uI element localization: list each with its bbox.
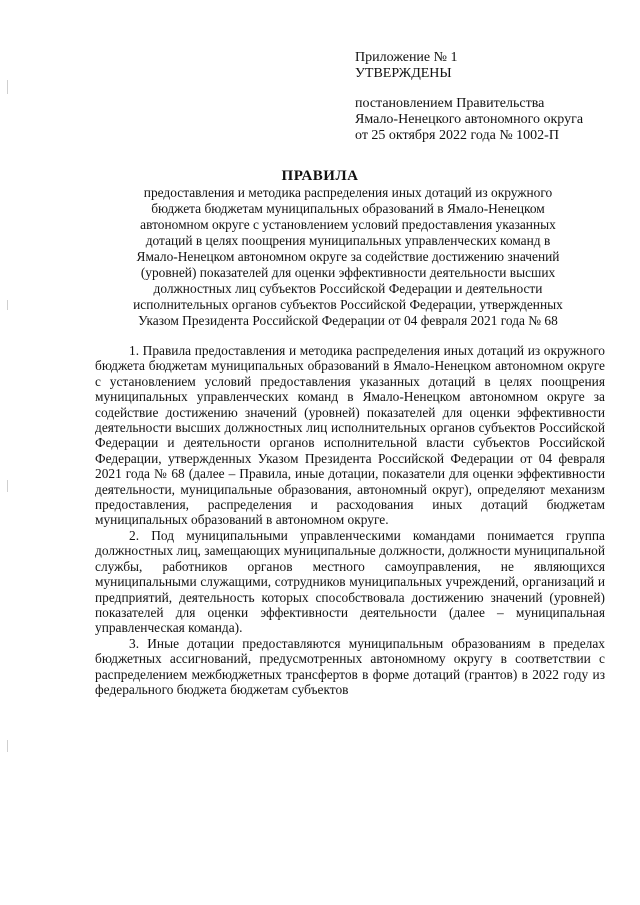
scan-margin-mark xyxy=(7,300,8,310)
paragraph-1: 1. Правила предоставления и методика распределения иных дотаций из окружного бюджета бюджетам муниципальных образований в Ямало-Ненецком автономном округе с установлением условий предоставления указанных дотаций в целях поощрения муниципальных управленческих команд в Ямало-Ненецком автономном округе за содействие достижению значений (уровней) показателей для оценки эффективности деятельности высших должностных лиц исполнительных органов субъектов Российской Федерации и деятельности органов исполнительной власти субъектов Российской Федерации, утвержденных Указом Президента Российской Федерации от 04 февраля 2021 года № 68 (далее – Правила, иные дотации, показатели для оценки эффективности деятельности, муниципальные образования, автономный округ), определяют механизм предоставления, распределения и расходования иных дотаций бюджетам муниципальных образований в автономном округе. xyxy=(95,343,605,528)
subtitle-line: Указом Президента Российской Федерации от 04 февраля 2021 года № 68 xyxy=(138,313,558,328)
document-title: ПРАВИЛА xyxy=(281,168,359,184)
document-body xyxy=(95,343,605,697)
paragraph-2: 2. Под муниципальными управленческими командами понимается группа должностных лиц, замещающих муниципальные должности, должности муниципальной службы, работников органов местного самоуправления, не являющихся муниципальными служащими, сотрудников муниципальных учреждений, организаций и предприятий, деятельность которых способствовала достижению значений (уровней) показателей для оценки эффективности деятельности (далее – муниципальная управленческая команда). xyxy=(95,527,605,636)
subtitle-line: должностных лиц субъектов Российской Федерации и деятельности xyxy=(153,281,543,296)
resolution-line: от 25 октября 2022 года № 1002-П xyxy=(355,128,559,143)
approved-label: УТВЕРЖДЕНЫ xyxy=(355,66,452,81)
subtitle-line: Ямало-Ненецком автономном округе за содействие достижению значений xyxy=(136,249,560,264)
subtitle-line: предоставления и методика распределения иных дотаций из окружного xyxy=(143,185,553,200)
resolution-line: постановлением Правительства xyxy=(355,96,545,111)
subtitle-line: автономном округе с установлением условий предоставления указанных xyxy=(140,217,556,232)
resolution-line: Ямало-Ненецкого автономного округа xyxy=(355,112,584,127)
appendix-label: Приложение № 1 xyxy=(355,50,458,65)
paragraph-3: 3. Иные дотации предоставляются муниципальным образованиям в пределах бюджетных ассигнований, предусмотренных автономному округу в соответствии с распределением межбюджетных трансфертов в форме дотаций (грантов) в 2022 году из федерального бюджета бюджетам субъектов xyxy=(95,635,605,697)
scan-margin-mark xyxy=(7,740,8,752)
subtitle-line: бюджета бюджетам муниципальных образований в Ямало-Ненецком xyxy=(151,201,545,216)
approval-block xyxy=(355,50,625,144)
scan-margin-mark xyxy=(7,480,8,492)
document-subtitle xyxy=(112,185,584,329)
scan-margin-mark xyxy=(7,80,8,94)
subtitle-line: дотаций в целях поощрения муниципальных управленческих команд в xyxy=(145,233,551,248)
subtitle-line: (уровней) показателей для оценки эффективности деятельности высших xyxy=(140,265,556,280)
subtitle-line: исполнительных органов субъектов Российской Федерации, утвержденных xyxy=(133,297,563,312)
